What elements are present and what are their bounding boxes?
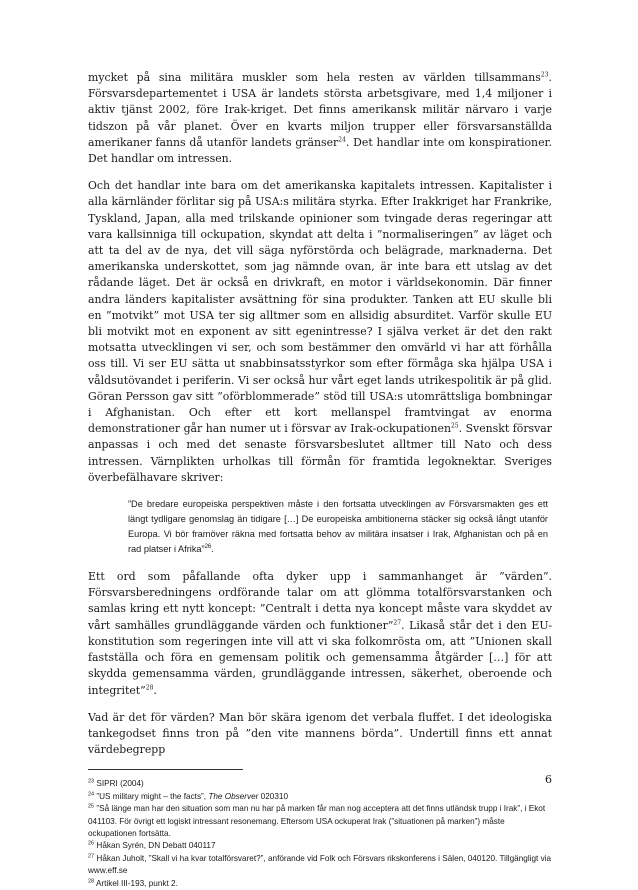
- text-run: Artikel III-193, punkt 2.: [95, 878, 178, 888]
- footnote-number: 26: [88, 840, 95, 847]
- text-run: . Likaså står det i den EU-konstitution som regeringen inte vill att vi ska folkomrösta om, att ”Unionen skall fastställa och föra en gemensam politik och gemensamma åtgärder […] för att skydda gemensamma värden, grundläggande intressen, säkerhet, oberoende och integritet”: [88, 618, 552, 697]
- text-run: Och det handlar inte bara om det amerikanska kapitalets intressen. Kapitalister i alla kärnländer förlitar sig på USA:s militära styrka. Efter Irakkriget har Frankrike, Tyskland, Japan, alla med trilskande opinioner som tvingade deras regeringar att vara kallsinniga till ockupation, skyndat att delta i ”normaliseringen” av läget och att ta del av de nya, det vill säga nyförstörda och belägrade, marknaderna. Det amerikanska underskottet, som jag nämnde ovan, är inte bara ett utslag av det rådande läget. Det är också en drivkraft, en motor i världsekonomin. Där finner andra länders kapitalister avsättning för sina produkter. Tanken att EU skulle bli en ”motvikt” mot USA ter sig alltmer som en allsidig absurditet. Varför skulle EU bli motvikt mot en exponent av sitt egenintresse? I själva verket är det den rakt motsatta utvecklingen vi ser, och som bestämmer den omvärld vi har att förhålla oss till. Vi ser EU sätta ut snabbinsatsstyrkor som efter förmåga ska hjälpa USA i våldsutövandet i periferin. Vi ser också hur vårt eget lands utrikespolitik är på glid. Göran Persson gav sitt ”oförblommerade” stöd till USA:s utomrättsliga bombningar i Afghanistan. Och efter ett kort mellanspel framtvingat av enorma demonstrationer går han numer ut i försvar av Irak-ockupationen: [88, 179, 552, 436]
- text-run: .: [153, 683, 157, 697]
- text-run: 020310: [258, 791, 289, 801]
- text-run: Vad är det för värden? Man bör skära igenom det verbala fluffet. I det ideologiska tankegodset finns tron på ”den vite mannens börda”. Undertill finns ett annat värdebegrepp: [88, 710, 552, 757]
- text-run: Ett ord som påfallande ofta dyker upp i sammanhanget är ”värden”. Försvarsberedningens ordförande talar om att glömma totalförsvarstanken och samlas kring ett nytt koncept: ”Centralt i detta nya koncept måste vara skyddet av vårt samhälles grundläggande värden och funktioner”: [88, 570, 552, 632]
- text-run: SIPRI (2004): [96, 779, 144, 789]
- footnote-number: 28: [88, 877, 95, 884]
- paragraph: [88, 70, 552, 167]
- footnote-reference: 28: [145, 683, 154, 691]
- footnote-reference: 24: [338, 136, 346, 144]
- footnote: [88, 778, 552, 790]
- footnote-number: 24: [88, 790, 95, 797]
- paragraph: [88, 710, 552, 759]
- footnote: [88, 853, 552, 878]
- text-run: ”Så länge man har den situation som man nu har på marken får man nog acceptera att det finns utländsk trupp i Irak”, i Ekot 041103. För övrigt ett logiskt intressant resonemang. Eftersom USA ockuperat Irak (”situationen på marken”) måste ockupationen fortsätta.: [88, 804, 546, 838]
- text-run: ”De bredare europeiska perspektiven måste i den fortsatta utvecklingen av Försvarsmakten ges ett längt tydligare genomslag än tidigare […] De europeiska ambitionerna stäcker sig också långt utanför Europa. Vi bör framöver räkna med fortsatta behov av militära insatser i Irak, Afghanistan och på en rad platser i Afrika”: [128, 499, 548, 555]
- page-content: [88, 70, 552, 890]
- footnote-reference: 23: [540, 71, 549, 79]
- text-run: . Det handlar inte om konspirationer. Det handlar om intressen.: [88, 135, 552, 166]
- footnote-reference: 27: [393, 619, 402, 627]
- block-quote: [128, 497, 548, 557]
- text-run: Håkan Juholt, ”Skall vi ha kvar totalförsvaret?”, anförande vid Folk och Försvars rikskonferens i Sälen, 040120. Tillgängligt via www.eff.se: [88, 853, 552, 876]
- italic-text: The Observer: [208, 791, 259, 801]
- footnote: [88, 803, 552, 840]
- footnote-divider: [88, 769, 243, 770]
- text-run: ”US military might – the facts”,: [96, 791, 209, 801]
- footnote-number: 27: [88, 853, 95, 860]
- page-number: 6: [545, 773, 552, 786]
- text-run: mycket på sina militära muskler som hela resten av världen tillsammans: [88, 71, 541, 84]
- text-run: .: [211, 544, 214, 555]
- text-run: . Svenskt försvar anpassas i och med det senaste försvarsbeslutet alltmer till Nato och dess intressen. Värnplikten urholkas till förmån för framtida legoknektar. Sveriges överbefälhavare skriver:: [88, 422, 553, 484]
- footnote: [88, 840, 552, 852]
- text-run: Håkan Syrén, DN Debatt 040117: [96, 841, 216, 851]
- body-text: [88, 70, 552, 758]
- paragraph: [88, 178, 552, 486]
- footnote: [88, 878, 552, 890]
- footnote-reference: 26: [204, 544, 212, 551]
- footnote: [88, 791, 552, 803]
- text-run: . Försvarsdepartementet i USA är landets största arbetsgivare, med 1,4 miljoner i aktiv tjänst 2002, före Irak-kriget. Det finns amerikansk militär närvaro i varje tidszon på vår planet. Över en kvarts miljon trupper eller försvarsanställda amerikaner fanns då utanför landets gränser: [88, 71, 552, 149]
- footnotes: [88, 778, 552, 890]
- footnote-number: 23: [88, 778, 95, 785]
- paragraph: [88, 569, 552, 699]
- footnote-reference: 25: [450, 422, 459, 430]
- footnote-number: 25: [88, 803, 95, 810]
